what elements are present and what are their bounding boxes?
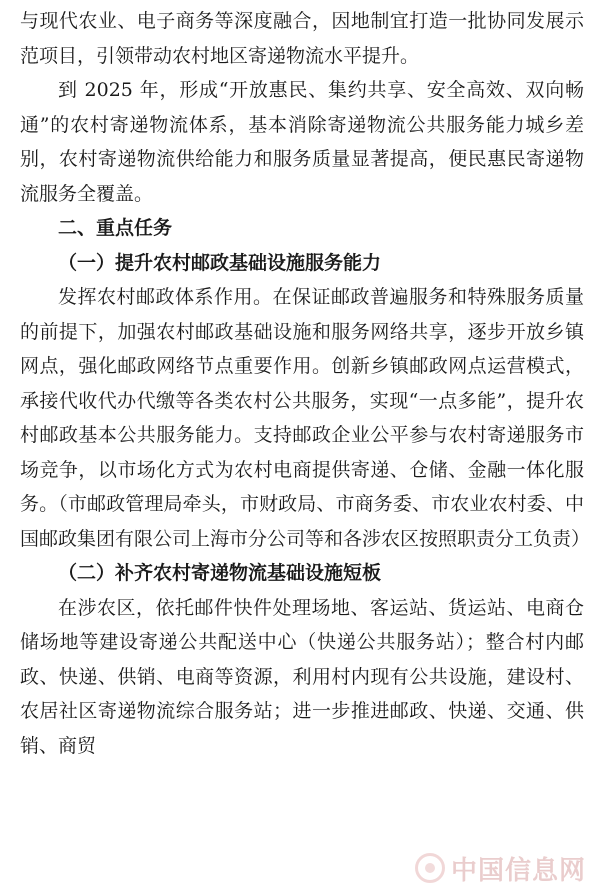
watermark-text: 中国信息网	[450, 855, 586, 886]
paragraph-postal-infrastructure: 发挥农村邮政体系作用。在保证邮政普遍服务和特殊服务质量的前提下，加强农村邮政基础设施和服务网络共享，逐步开放乡镇网点，强化邮政网络节点重要作用。创新乡镇邮政网点运营模式，承接代收代办代缴等各类农村公共服务，实现“一点多能”，提升农村邮政基本公共服务能力。支持邮政企业公平参与农村寄递服务市场竞争，以市场化方式为农村电商提供寄递、仓储、金融一体化服务。（市邮政管理局牵头，市财政局、市商务委、市农业农村委、中国邮政集团有限公司上海市分公司等和各涉农区按照职责分工负责）	[20, 286, 591, 550]
subheading-logistics-shortcomings: （二）补齐农村寄递物流基础设施短板	[58, 562, 382, 584]
paragraph-continuation: 与现代农业、电子商务等深度融合，因地制宜打造一批协同发展示范项目，引领带动农村地区寄递物流水平提升。	[20, 10, 584, 67]
paragraph-2025-goal: 到 2025 年，形成“开放惠民、集约共享、安全高效、双向畅通”的农村寄递物流体系，基本消除寄递物流公共服务能力城乡差别，农村寄递物流供给能力和服务质量显著提高，便民惠民寄递物流服务全覆盖。	[20, 79, 584, 205]
subheading-postal-infrastructure: （一）提升农村邮政基础设施服务能力	[58, 251, 382, 274]
section-heading-key-tasks: 二、重点任务	[58, 217, 173, 239]
paragraph-logistics-shortcomings: 在涉农区，依托邮件快件处理场地、客运站、货运站、电商仓储场地等建设寄递公共配送中心（快递公共服务站）；整合村内邮政、快递、供销、电商等资源，利用村内现有公共设施，建设村、农居社区寄递物流综合服务站；进一步推进邮政、快递、交通、供销、商贸	[20, 596, 584, 757]
